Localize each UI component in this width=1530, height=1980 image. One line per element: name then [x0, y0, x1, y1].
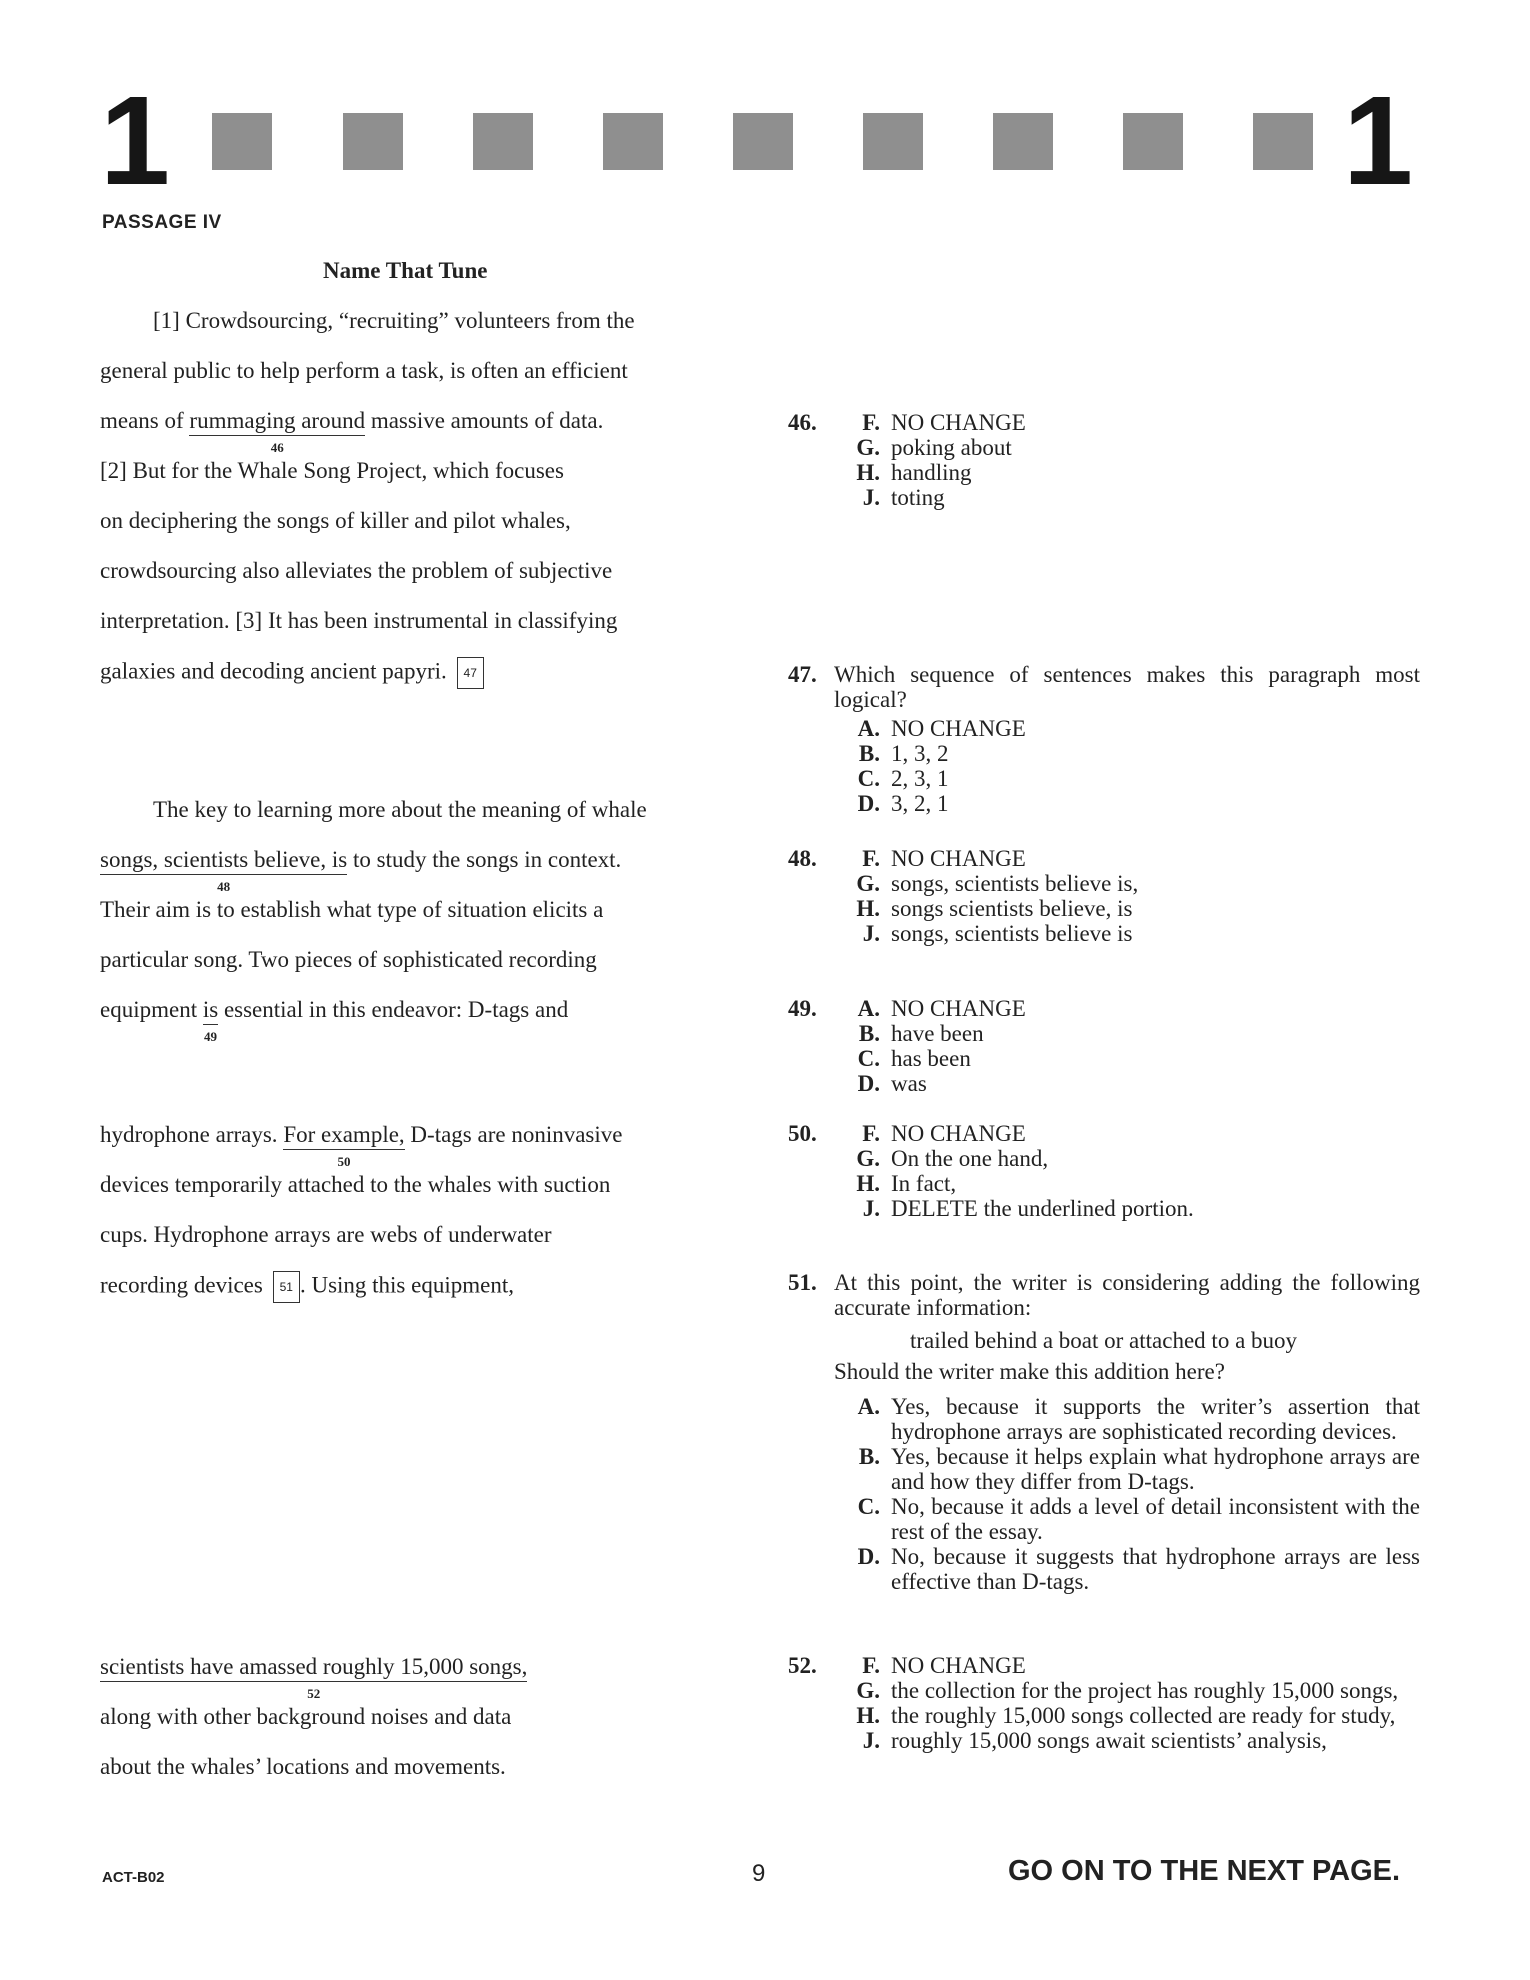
- answer-option[interactable]: [788, 1121, 1420, 1146]
- option-letter: J.: [862, 921, 880, 946]
- passage-title: Name That Tune: [323, 258, 488, 283]
- option-letter: A.: [857, 996, 880, 1021]
- spacer: [788, 871, 834, 896]
- passage-line: [100, 946, 597, 974]
- option-text: No, because it suggests that hydrophone arrays are less effective than D-tags.: [891, 1544, 1420, 1594]
- question-number-marker: 52: [307, 1686, 321, 1701]
- passage-line: [100, 1271, 514, 1303]
- option-text: roughly 15,000 songs await scientists’ analysis,: [891, 1728, 1327, 1753]
- answer-option[interactable]: [788, 1046, 1420, 1071]
- spacer: [788, 1678, 834, 1703]
- answer-option[interactable]: [788, 1394, 1420, 1444]
- option-text: DELETE the underlined portion.: [891, 1196, 1194, 1221]
- passage-line: [100, 557, 612, 585]
- answer-option[interactable]: [788, 485, 1420, 510]
- option-text: Yes, because it helps explain what hydrophone arrays are and how they differ from D-tags.: [891, 1444, 1420, 1494]
- passage-text-run: essential in this endeavor: D-tags and: [218, 997, 569, 1022]
- form-code: ACT-B02: [102, 1869, 165, 1886]
- passage-text-run: to study the songs in context.: [347, 847, 622, 872]
- question-52: [788, 1653, 1420, 1753]
- inserted-text: trailed behind a boat or attached to a buoy: [910, 1328, 1298, 1353]
- question-number: 49.: [788, 996, 817, 1021]
- option-text: handling: [891, 460, 972, 485]
- passage-line: [100, 1171, 610, 1199]
- option-text: songs, scientists believe is: [891, 921, 1133, 946]
- answer-option[interactable]: [788, 460, 1420, 485]
- question-number-marker: 48: [217, 879, 231, 894]
- option-letter: G.: [856, 871, 880, 896]
- question-number: 46.: [788, 410, 817, 435]
- spacer: [788, 921, 834, 946]
- passage-label: PASSAGE IV: [102, 212, 222, 233]
- answer-option[interactable]: [788, 1678, 1420, 1703]
- question-stem-followup: Should the writer make this addition here?: [834, 1359, 1225, 1384]
- underlined-text: For example,: [283, 1122, 405, 1147]
- passage-line: [100, 657, 484, 689]
- next-page-notice: GO ON TO THE NEXT PAGE.: [1008, 1855, 1401, 1887]
- spacer: [788, 1046, 834, 1071]
- passage-line: [100, 1753, 506, 1781]
- option-letter: D.: [857, 1544, 880, 1569]
- option-text: In fact,: [891, 1171, 957, 1196]
- question-number: 47.: [788, 662, 817, 687]
- passage-text-run: means of: [100, 408, 190, 433]
- spacer: [788, 435, 834, 460]
- underlined-text: rummaging around: [189, 408, 366, 433]
- answer-option[interactable]: [788, 896, 1420, 921]
- option-letter: H.: [856, 460, 880, 485]
- answer-option[interactable]: [788, 1494, 1420, 1544]
- question-49: [788, 996, 1420, 1096]
- header-square: [1253, 113, 1313, 170]
- option-letter: G.: [856, 1678, 880, 1703]
- option-text: No, because it adds a level of detail inconsistent with the rest of the essay.: [891, 1494, 1420, 1544]
- passage-text-run: [2] But for the Whale Song Project, which focuses: [100, 458, 564, 483]
- question-box-marker: 47: [457, 657, 484, 689]
- option-letter: C.: [857, 1046, 880, 1071]
- option-text: the collection for the project has roughly 15,000 songs,: [891, 1678, 1399, 1703]
- spacer: [788, 460, 834, 485]
- answer-option[interactable]: [788, 1146, 1420, 1171]
- option-text: has been: [891, 1046, 971, 1071]
- question-number-marker: 49: [204, 1029, 218, 1044]
- option-text: poking about: [891, 435, 1012, 460]
- passage-text-run: general public to help perform a task, is often an efficient: [100, 358, 628, 383]
- option-letter: A.: [857, 716, 880, 741]
- spacer: [788, 1703, 834, 1728]
- header-square: [993, 113, 1053, 170]
- passage-text-run: galaxies and decoding ancient papyri.: [100, 658, 453, 684]
- question-number: 48.: [788, 846, 817, 871]
- option-letter: D.: [857, 1071, 880, 1096]
- answer-option[interactable]: [788, 1444, 1420, 1494]
- answer-option[interactable]: [788, 791, 1420, 816]
- option-letter: H.: [856, 1703, 880, 1728]
- underlined-text: scientists have amassed roughly 15,000 songs,: [100, 1654, 528, 1679]
- spacer: [788, 485, 834, 510]
- passage-line: [100, 607, 617, 635]
- option-letter: F.: [862, 410, 880, 435]
- passage-line: [100, 407, 604, 455]
- underlined-text: is: [202, 997, 219, 1022]
- option-text: the roughly 15,000 songs collected are ready for study,: [891, 1703, 1396, 1728]
- answer-option[interactable]: [788, 1703, 1420, 1728]
- spacer: [788, 1171, 834, 1196]
- option-text: was: [891, 1071, 927, 1096]
- passage-text-run: equipment: [100, 997, 203, 1022]
- passage-line: [100, 996, 569, 1044]
- answer-option[interactable]: [788, 1021, 1420, 1046]
- answer-option[interactable]: [788, 1071, 1420, 1096]
- passage-line: [100, 846, 622, 894]
- option-letter: F.: [862, 1121, 880, 1146]
- passage-text-run: [1] Crowdsourcing, “recruiting” volunteers from the: [153, 308, 635, 333]
- section-number-right: 1: [1343, 70, 1414, 211]
- answer-option[interactable]: [788, 921, 1420, 946]
- passage-line: [100, 507, 571, 535]
- passage-text-run: Their aim is to establish what type of situation elicits a: [100, 897, 604, 922]
- option-text: songs scientists believe, is: [891, 896, 1133, 921]
- passage-text-run: about the whales’ locations and movements.: [100, 1754, 506, 1779]
- passage-text-run: massive amounts of data.: [365, 408, 604, 433]
- question-stem: Which sequence of sentences makes this paragraph most logical?: [834, 662, 1420, 712]
- header-square: [863, 113, 923, 170]
- passage-line: [100, 357, 628, 385]
- option-letter: B.: [858, 1444, 880, 1469]
- header-square: [603, 113, 663, 170]
- option-letter: B.: [858, 1021, 880, 1046]
- option-letter: J.: [862, 485, 880, 510]
- spacer: [788, 1196, 834, 1221]
- passage-text-run: hydrophone arrays.: [100, 1122, 284, 1147]
- option-text: have been: [891, 1021, 984, 1046]
- passage-line: [100, 1221, 552, 1249]
- underlined-portion: [100, 1653, 528, 1701]
- answer-option[interactable]: [788, 766, 1420, 791]
- passage-text-run: recording devices: [100, 1272, 269, 1298]
- option-letter: J.: [862, 1196, 880, 1221]
- option-text: NO CHANGE: [891, 1121, 1026, 1146]
- answer-option[interactable]: [788, 846, 1420, 871]
- question-46: [788, 410, 1420, 510]
- option-letter: B.: [858, 741, 880, 766]
- passage-line: [153, 796, 647, 824]
- option-letter: D.: [857, 791, 880, 816]
- option-letter: F.: [862, 1653, 880, 1678]
- question-47: [788, 662, 1420, 816]
- option-text: 1, 3, 2: [891, 741, 949, 766]
- header-square: [212, 113, 272, 170]
- passage-text-run: D-tags are noninvasive: [404, 1122, 623, 1147]
- answer-option[interactable]: [788, 1544, 1420, 1594]
- passage-text-run: . Using this equipment,: [299, 1272, 514, 1298]
- option-letter: H.: [856, 1171, 880, 1196]
- answer-option[interactable]: [788, 1653, 1420, 1678]
- passage-text-run: along with other background noises and data: [100, 1704, 512, 1729]
- answer-option[interactable]: [788, 716, 1420, 741]
- passage-text-run: particular song. Two pieces of sophisticated recording: [100, 947, 597, 972]
- header-square: [473, 113, 533, 170]
- underlined-portion: [202, 996, 219, 1044]
- option-letter: F.: [862, 846, 880, 871]
- question-number: 50.: [788, 1121, 817, 1146]
- option-letter: J.: [862, 1728, 880, 1753]
- passage-text-run: The key to learning more about the meaning of whale: [153, 797, 647, 822]
- answer-option[interactable]: [788, 871, 1420, 896]
- spacer: [788, 1728, 834, 1753]
- option-letter: G.: [856, 435, 880, 460]
- question-50: [788, 1121, 1420, 1221]
- option-text: 2, 3, 1: [891, 766, 949, 791]
- option-letter: C.: [857, 1494, 880, 1519]
- question-box-marker: 51: [273, 1271, 300, 1303]
- answer-option[interactable]: [788, 410, 1420, 435]
- passage-line: [100, 1703, 511, 1731]
- option-text: NO CHANGE: [891, 846, 1026, 871]
- passage-line: [153, 307, 635, 335]
- passage-line: [100, 896, 603, 924]
- page-number: 9: [752, 1860, 766, 1887]
- question-51: [788, 1270, 1420, 1594]
- passage-line: [100, 1653, 528, 1701]
- answer-option[interactable]: [788, 1728, 1420, 1753]
- answer-option[interactable]: [788, 435, 1420, 460]
- passage-text-run: interpretation. [3] It has been instrumental in classifying: [100, 608, 618, 633]
- option-text: NO CHANGE: [891, 996, 1026, 1021]
- spacer: [788, 1146, 834, 1171]
- passage-text-run: cups. Hydrophone arrays are webs of underwater: [100, 1222, 552, 1247]
- option-text: On the one hand,: [891, 1146, 1049, 1171]
- passage-text-run: on deciphering the songs of killer and pilot whales,: [100, 508, 571, 533]
- option-letter: H.: [856, 896, 880, 921]
- option-letter: A.: [857, 1394, 880, 1419]
- answer-option[interactable]: [788, 1171, 1420, 1196]
- spacer: [788, 1021, 834, 1046]
- underlined-portion: [100, 846, 348, 894]
- option-text: Yes, because it supports the writer’s assertion that hydrophone arrays are sophisticated recording devices.: [891, 1394, 1420, 1444]
- answer-option[interactable]: [788, 741, 1420, 766]
- option-letter: G.: [856, 1146, 880, 1171]
- question-stem: At this point, the writer is considering adding the following accurate information:: [834, 1270, 1420, 1320]
- answer-option[interactable]: [788, 1196, 1420, 1221]
- question-48: [788, 846, 1420, 946]
- passage-text-run: crowdsourcing also alleviates the problem of subjective: [100, 558, 613, 583]
- passage-line: [100, 457, 564, 485]
- option-text: NO CHANGE: [891, 1653, 1026, 1678]
- spacer: [788, 1071, 834, 1096]
- option-text: songs, scientists believe is,: [891, 871, 1139, 896]
- passage-text-run: devices temporarily attached to the whales with suction: [100, 1172, 611, 1197]
- option-text: NO CHANGE: [891, 410, 1026, 435]
- section-number-left: 1: [100, 70, 171, 211]
- header-square: [1123, 113, 1183, 170]
- question-number: 51.: [788, 1270, 817, 1295]
- question-number-marker: 46: [270, 440, 284, 455]
- option-text: toting: [891, 485, 945, 510]
- underlined-portion: [283, 1121, 405, 1169]
- option-text: NO CHANGE: [891, 716, 1026, 741]
- underlined-portion: [189, 407, 366, 455]
- underlined-text: songs, scientists believe, is: [100, 847, 348, 872]
- question-number: 52.: [788, 1653, 817, 1678]
- option-letter: C.: [857, 766, 880, 791]
- spacer: [788, 896, 834, 921]
- option-text: 3, 2, 1: [891, 791, 949, 816]
- passage-line: [100, 1121, 623, 1169]
- header-square: [733, 113, 793, 170]
- header-square: [343, 113, 403, 170]
- answer-option[interactable]: [788, 996, 1420, 1021]
- question-number-marker: 50: [337, 1154, 351, 1169]
